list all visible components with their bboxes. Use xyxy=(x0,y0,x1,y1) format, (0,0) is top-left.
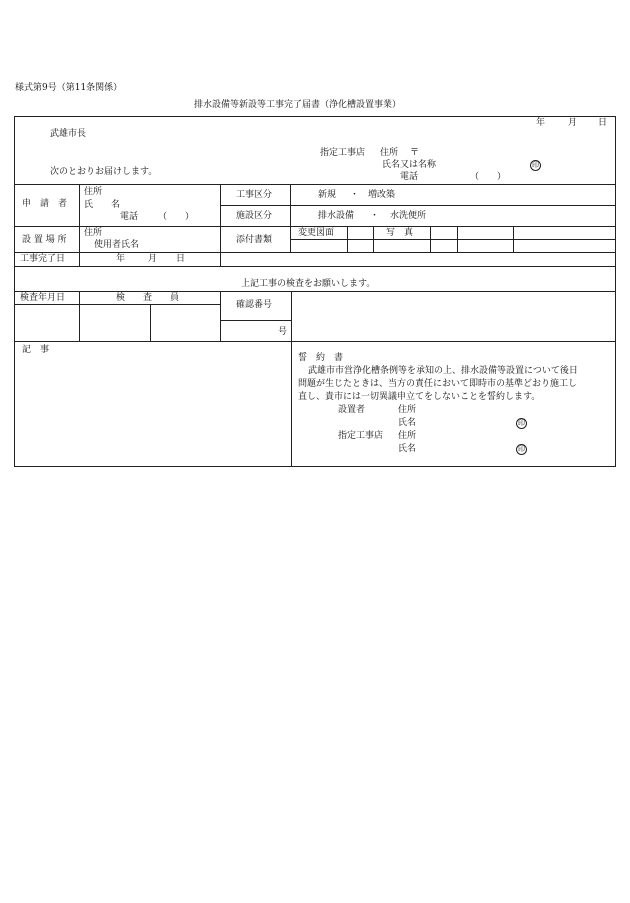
date-day: 日 xyxy=(598,118,608,128)
applicant-phone-label: 電話 xyxy=(120,212,139,222)
rule-inspection-header xyxy=(14,304,220,305)
rule-inspection-date-col xyxy=(79,291,80,342)
rule-label-col xyxy=(79,184,80,253)
remarks-label: 記 事 xyxy=(22,345,50,355)
pledge-line-3: 直し、貴市には一切異議申立てをしないことを誓約します。 xyxy=(298,392,541,402)
postal-mark: 〒 xyxy=(410,148,420,158)
rule-inspector-split xyxy=(150,304,151,342)
addressee: 武雄市長 xyxy=(50,129,87,139)
contractor-name-label: 氏名又は名称 xyxy=(382,160,437,170)
rule-attach-4 xyxy=(457,226,458,253)
facility-option-toilet: 水洗便所 xyxy=(390,211,427,221)
date-month: 月 xyxy=(568,118,578,128)
pledge-line-2: 問題が生じたときは、当方の責任において即時市の基準どおり施工し xyxy=(298,379,578,389)
pledge-contractor-name-label: 氏名 xyxy=(398,444,417,454)
rule-between-types xyxy=(220,205,616,206)
completion-label: 工事完了日 xyxy=(20,254,66,264)
rule-mid-col xyxy=(220,184,221,267)
pledge-contractor-address-label: 住所 xyxy=(398,431,417,441)
location-user-label: 使用者氏名 xyxy=(94,240,140,250)
date-year: 年 xyxy=(536,118,546,128)
rule-after-request xyxy=(14,291,616,292)
construction-option-extension: 増改築 xyxy=(368,190,396,200)
contractor-address-label: 住所 xyxy=(380,148,399,158)
rule-attach-2 xyxy=(373,226,374,253)
confirm-number-suffix: 号 xyxy=(278,327,288,337)
rule-type-value-col xyxy=(290,184,291,253)
confirm-number-label: 確認番号 xyxy=(236,300,273,310)
rule-after-inspection xyxy=(14,341,616,342)
location-label: 設 置 場 所 xyxy=(22,235,67,245)
pledge-installer-name-label: 氏名 xyxy=(398,418,417,428)
construction-option-new: 新規 xyxy=(318,190,337,200)
rule-attachments-mid xyxy=(290,239,616,240)
completion-year: 年 xyxy=(116,254,126,264)
attachments-label: 添付書類 xyxy=(236,235,273,245)
location-address-label: 住所 xyxy=(84,228,103,238)
attachment-photo: 写 真 xyxy=(386,228,414,238)
construction-type-label: 工事区分 xyxy=(236,190,273,200)
form-title: 排水設備等新設等工事完了届書（浄化槽設置事業） xyxy=(194,100,402,110)
attachment-change-drawing: 変更図面 xyxy=(298,228,335,238)
rule-confirm-mid xyxy=(220,320,292,321)
construction-separator: ・ xyxy=(350,190,360,200)
rule-attach-3 xyxy=(430,226,431,253)
form-number: 様式第9号（第11条関係） xyxy=(15,83,123,93)
frame-top-line xyxy=(14,116,616,117)
frame-bottom-line xyxy=(14,466,616,467)
pledge-installer-label: 設置者 xyxy=(338,405,366,415)
contractor-phone-parens: （ ） xyxy=(470,172,507,182)
rule-after-header xyxy=(14,184,616,185)
seal-icon: 印 xyxy=(532,161,539,169)
facility-option-drain: 排水設備 xyxy=(318,211,355,221)
applicant-label: 申 請 者 xyxy=(22,199,68,209)
pledge-installer-address-label: 住所 xyxy=(398,405,417,415)
applicant-name-label: 氏 名 xyxy=(84,200,121,210)
pledge-title: 誓 約 書 xyxy=(298,353,344,363)
rule-confirm-right xyxy=(291,291,292,467)
notice-text: 次のとおりお届けします。 xyxy=(50,167,158,177)
applicant-phone-parens: （ ） xyxy=(158,212,195,222)
contractor-label: 指定工事店 xyxy=(320,148,366,158)
inspection-date-label: 検査年月日 xyxy=(20,293,66,303)
rule-attach-5 xyxy=(513,226,514,253)
pledge-line-1: 武雄市市営浄化槽条例等を承知の上、排水設備等設置について後日 xyxy=(308,366,578,376)
applicant-address-label: 住所 xyxy=(84,187,103,197)
rule-after-completion xyxy=(14,266,616,267)
contractor-seal-icon: 印 xyxy=(518,445,525,453)
installer-seal-icon: 印 xyxy=(518,419,525,427)
contractor-phone-label: 電話 xyxy=(400,172,419,182)
rule-completion-col xyxy=(79,252,80,267)
rule-confirm-left xyxy=(220,291,221,342)
pledge-contractor-label: 指定工事店 xyxy=(338,431,384,441)
rule-after-applicant xyxy=(14,226,616,227)
rule-after-location xyxy=(14,252,616,253)
facility-type-label: 施設区分 xyxy=(236,211,273,221)
completion-day: 日 xyxy=(176,254,186,264)
completion-month: 月 xyxy=(148,254,158,264)
facility-separator: ・ xyxy=(370,211,380,221)
rule-attach-1 xyxy=(347,226,348,253)
inspector-label: 検 査 員 xyxy=(116,293,180,303)
inspection-request: 上記工事の検査をお願いします。 xyxy=(241,279,376,289)
